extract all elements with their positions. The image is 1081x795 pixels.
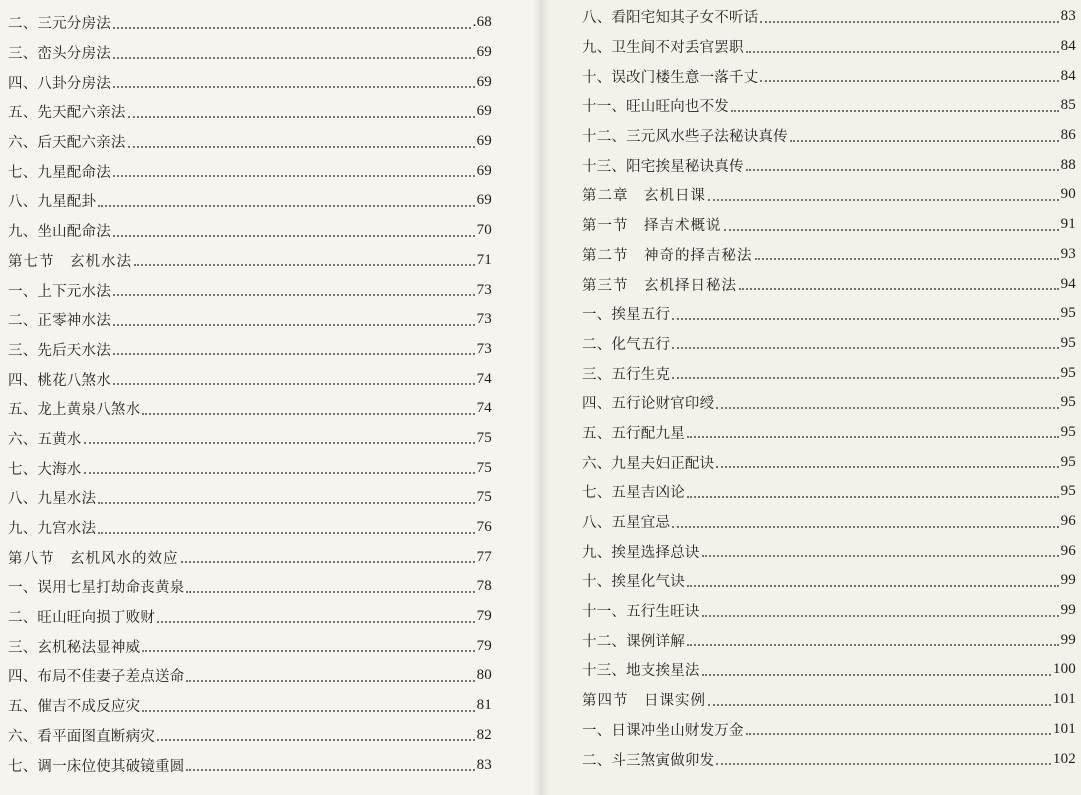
toc-entry-title: 八、九星配卦 [8,194,97,211]
toc-entry [8,38,492,68]
dot-leader [128,145,475,148]
dot-leader [113,26,471,29]
toc-entry-title: 一、误用七星打劫命丧黄泉 [8,580,185,597]
toc-entry-page-number: 79 [476,608,492,625]
toc-entry [582,2,1076,32]
dot-leader [672,346,1058,349]
toc-entry-page-number: .68 [472,14,492,31]
toc-entry [582,299,1076,329]
toc-entry [582,32,1076,62]
toc-entry-page-number: 69 [476,44,492,61]
dot-leader [157,738,475,741]
toc-entry-title: 二、旺山旺向损丁败财 [8,610,155,627]
toc-entry-page-number: 70 [476,222,492,239]
toc-entry-title: 六、九星夫妇正配诀 [582,455,715,472]
toc-entry [582,358,1076,388]
toc-entry-title: 三、先后天水法 [8,342,111,359]
toc-entry-page-number: 93 [1060,245,1076,262]
dot-leader [84,471,475,474]
toc-entry [8,631,492,661]
toc-entry-page-number: 73 [476,281,492,298]
dot-leader [113,323,475,326]
toc-entry-page-number: 90 [1060,186,1076,203]
toc-entry-page-number: 75 [476,489,492,506]
dot-leader [790,139,1059,142]
toc-entry [582,477,1076,507]
toc-entry-page-number: 96 [1060,513,1076,530]
toc-entry-title: 十一、五行生旺诀 [582,604,700,621]
toc-entry-page-number: 88 [1060,156,1076,173]
toc-entry [8,127,492,157]
toc-entry-title: 十三、地支挨星法 [582,663,700,680]
toc-entry-page-number: 78 [476,578,492,595]
toc-entry-title: 二、三元分房法 [8,16,111,33]
dot-leader [687,643,1059,646]
toc-entry-title: 四、布局不佳妻子差点送命 [8,669,185,686]
toc-entry-title: 八、五星宜忌 [582,515,671,532]
toc-entry-page-number: 96 [1060,542,1076,559]
dot-leader [142,412,474,415]
toc-entry-title: 七、调一床位使其破镜重圆 [8,758,185,775]
toc-entry-title: 第四节 日课实例 [582,693,706,710]
dot-leader [672,376,1058,379]
dot-leader [687,584,1059,587]
toc-entry [8,394,492,424]
toc-entry-title: 第八节 玄机风水的效应 [8,550,179,567]
toc-entry-page-number: 75 [476,429,492,446]
toc-entry-title: 四、五行论财官印绶 [582,396,715,413]
toc-entry [8,8,492,38]
toc-entry [582,388,1076,418]
toc-section-entry [582,685,1076,715]
dot-leader [708,703,1051,706]
dot-leader [142,649,474,652]
toc-entry-title: 四、桃花八煞水 [8,372,111,389]
dot-leader [746,50,1059,53]
dot-leader [181,560,475,563]
toc-entry [8,691,492,721]
toc-entry-page-number: 95 [1060,394,1076,411]
dot-leader [716,406,1058,409]
toc-entry-title: 四、八卦分房法 [8,75,111,92]
toc-section-entry [582,240,1076,270]
toc-entry-page-number: 71 [476,251,492,268]
toc-entry-title: 第一节 择吉术概说 [582,218,722,235]
toc-entry [582,329,1076,359]
toc-entry-page-number: 95 [1060,423,1076,440]
toc-entry-page-number: 99 [1060,572,1076,589]
toc-entry-title: 一、上下元水法 [8,283,111,300]
toc-entry-title: 九、挨星选择总诀 [582,544,700,561]
toc-entry [582,536,1076,566]
dot-leader [98,531,474,534]
toc-entry [582,625,1076,655]
toc-entry-title: 二、化气五行 [582,336,671,353]
toc-entry-page-number: 95 [1060,305,1076,322]
toc-entry-page-number: 79 [476,637,492,654]
toc-entry-page-number: 74 [476,400,492,417]
toc-entry [582,150,1076,180]
toc-entry-page-number: 83 [476,756,492,773]
dot-leader [113,293,475,296]
toc-entry-title: 十三、阳宅挨星秘诀真传 [582,158,744,175]
dot-leader [113,174,475,177]
dot-leader [186,590,474,593]
toc-entry [8,186,492,216]
toc-entry [8,364,492,394]
toc-entry [8,216,492,246]
toc-entry-page-number: 81 [476,697,492,714]
dot-leader [98,204,474,207]
dot-leader [716,762,1051,765]
toc-entry-page-number: 82 [476,726,492,743]
toc-entry-page-number: 86 [1060,127,1076,144]
dot-leader [113,234,475,237]
toc-section-entry [8,542,492,572]
toc-entry [8,721,492,751]
toc-entry-title: 九、卫生间不对丢官罢职 [582,40,744,57]
toc-entry-title: 十二、三元风水些子法秘诀真传 [582,129,788,146]
toc-entry-page-number: 69 [476,162,492,179]
toc-entry-title: 一、挨星五行 [582,307,671,324]
toc-entry-title: 三、峦头分房法 [8,46,111,63]
toc-entry-title: 九、九宫水法 [8,521,97,538]
dot-leader [113,382,475,385]
toc-entry-title: 七、大海水 [8,461,82,478]
toc-entry-title: 十、挨星化气诀 [582,574,685,591]
toc-entry-title: 第三节 玄机择日秘法 [582,277,737,294]
toc-entry [582,744,1076,774]
toc-entry-title: 三、五行生克 [582,366,671,383]
dot-leader [98,501,474,504]
toc-entry [8,483,492,513]
toc-entry-page-number: 99 [1060,602,1076,619]
dot-leader [702,614,1059,617]
toc-entry-title: 第二节 神奇的择吉秘法 [582,247,753,264]
dot-leader [739,287,1059,290]
toc-entry-title: 七、九星配命法 [8,164,111,181]
toc-entry-title: 八、九星水法 [8,491,97,508]
dot-leader [113,85,475,88]
toc-entry-title: 五、先天配六亲法 [8,105,126,122]
toc-entry-page-number: 84 [1060,38,1076,55]
dot-leader [708,198,1059,201]
toc-entry-page-number: 99 [1060,631,1076,648]
toc-entry [582,91,1076,121]
toc-entry [582,121,1076,151]
toc-entry-page-number: 76 [476,519,492,536]
toc-entry-title: 六、看平面图直断病灾 [8,728,155,745]
toc-entry-title: 六、五黄水 [8,431,82,448]
toc-entry-page-number: 77 [476,548,492,565]
toc-entry-page-number: 101 [1052,720,1076,737]
toc-entry-page-number: 83 [1060,8,1076,25]
toc-entry [8,275,492,305]
dot-leader [186,768,474,771]
toc-entry [8,156,492,186]
toc-entry-page-number: 74 [476,370,492,387]
toc-entry-title: 第二章 玄机日课 [582,188,706,205]
toc-entry-page-number: 84 [1060,67,1076,84]
dot-leader [746,732,1051,735]
toc-entry-title: 七、五星吉凶论 [582,485,685,502]
dot-leader [760,79,1058,82]
dot-leader [157,620,475,623]
dot-leader [84,441,475,444]
toc-entry-title: 三、玄机秘法显神威 [8,639,141,656]
left-page [0,0,540,795]
toc-entry-title: 五、五行配九星 [582,425,685,442]
toc-entry-title: 二、斗三煞寅做卯发 [582,752,715,769]
toc-entry-title: 五、龙上黄泉八煞水 [8,402,141,419]
toc-entry-page-number: 73 [476,311,492,328]
right-page [540,0,1081,795]
toc-section-entry [582,269,1076,299]
toc-entry-title: 五、催吉不成反应灾 [8,699,141,716]
toc-entry [582,61,1076,91]
dot-leader [113,352,475,355]
dot-leader [128,115,475,118]
toc-entry-page-number: 69 [476,192,492,209]
dot-leader [142,709,474,712]
toc-list-left [8,8,492,780]
toc-entry-title: 十、误改门楼生意一落千丈 [582,69,759,86]
toc-entry-page-number: 95 [1060,453,1076,470]
toc-entry-page-number: 91 [1060,216,1076,233]
toc-entry-title: 二、正零神水法 [8,313,111,330]
toc-entry-title: 十二、课例详解 [582,633,685,650]
dot-leader [687,495,1059,498]
dot-leader [716,465,1058,468]
toc-section-entry [8,246,492,276]
toc-entry [8,424,492,454]
toc-entry-page-number: 69 [476,133,492,150]
toc-entry [8,661,492,691]
toc-entry [8,97,492,127]
toc-entry [8,335,492,365]
toc-entry [8,67,492,97]
toc-entry [582,566,1076,596]
toc-entry-title: 八、看阳宅知其子女不听话 [582,10,759,27]
dot-leader [746,168,1059,171]
toc-entry-page-number: 95 [1060,334,1076,351]
toc-entry-title: 九、坐山配命法 [8,224,111,241]
dot-leader [760,20,1058,23]
dot-leader [702,554,1059,557]
dot-leader [186,679,474,682]
toc-entry-page-number: 101 [1052,691,1076,708]
toc-entry-title: 一、日课冲坐山财发万金 [582,722,744,739]
toc-entry [582,447,1076,477]
toc-section-entry [582,210,1076,240]
toc-entry-page-number: 102 [1052,750,1076,767]
toc-entry [582,596,1076,626]
toc-entry [582,715,1076,745]
toc-entry-page-number: 85 [1060,97,1076,114]
toc-entry [582,418,1076,448]
toc-entry-title: 十一、旺山旺向也不发 [582,99,729,116]
toc-list-right [582,2,1076,774]
dot-leader [702,673,1051,676]
toc-entry [8,602,492,632]
toc-entry [8,305,492,335]
toc-entry-page-number: 73 [476,340,492,357]
toc-entry-page-number: 94 [1060,275,1076,292]
toc-entry-page-number: 80 [476,667,492,684]
dot-leader [672,525,1058,528]
dot-leader [724,228,1059,231]
book-gutter [532,0,550,795]
dot-leader [687,435,1059,438]
dot-leader [755,257,1059,260]
toc-entry [8,572,492,602]
toc-entry-page-number: 95 [1060,364,1076,381]
toc-entry-page-number: 100 [1052,661,1076,678]
toc-entry-title: 六、后天配六亲法 [8,135,126,152]
toc-entry-page-number: 75 [476,459,492,476]
toc-entry [582,655,1076,685]
dot-leader [113,56,475,59]
toc-entry-page-number: 95 [1060,483,1076,500]
toc-section-entry [582,180,1076,210]
toc-entry-page-number: 69 [476,73,492,90]
dot-leader [134,263,475,266]
toc-entry [8,750,492,780]
toc-entry-page-number: 69 [476,103,492,120]
toc-entry [8,513,492,543]
dot-leader [731,109,1059,112]
dot-leader [672,317,1058,320]
toc-entry-title: 第七节 玄机水法 [8,253,132,270]
toc-entry [8,453,492,483]
toc-entry [582,507,1076,537]
